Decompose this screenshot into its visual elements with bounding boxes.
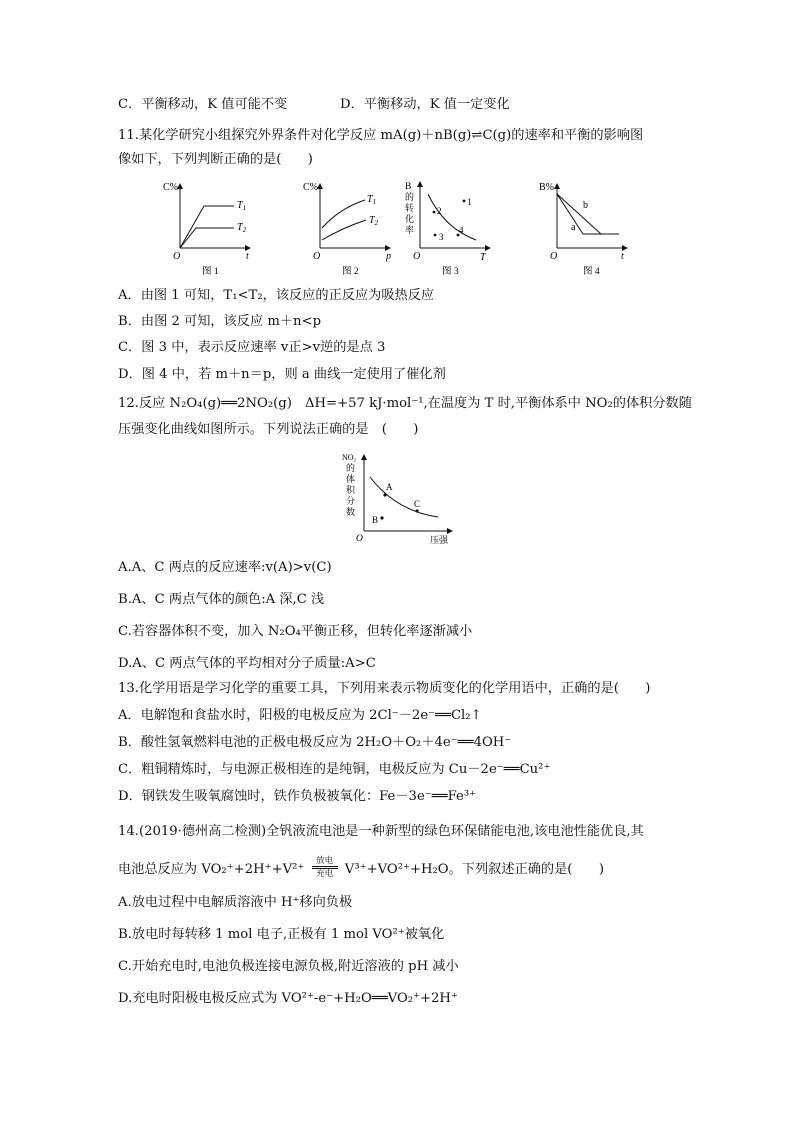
series-t1-label: $T_1$ — [237, 200, 247, 212]
origin-label: O — [313, 251, 321, 262]
q11-option-a: A．由图 1 可知，T₁<T₂，该反应的正反应为吸热反应 — [118, 288, 435, 303]
q12-figure — [340, 451, 460, 553]
q11-figure-1 — [160, 178, 260, 284]
point-3-label: 3 — [439, 232, 444, 242]
q14-option-d: D.充电时阳极电极反应式为 VO²⁺-e⁻+H₂O══VO₂⁺+2H⁺ — [118, 991, 458, 1006]
point-1-label: 1 — [467, 197, 472, 207]
q11-figure-3 — [398, 178, 498, 284]
figure-caption: 图 4 — [583, 267, 600, 277]
q14-option-c: C.开始充电时,电池负极连接电源负极,附近溶液的 pH 减小 — [118, 959, 459, 974]
y-label: 化 — [405, 214, 415, 224]
q12-option-b: B.A、C 两点气体的颜色:A 深,C 浅 — [118, 592, 325, 607]
q12-option-c: C.若容器体积不变，加入 N₂O₄平衡正移，但转化率逐渐减小 — [118, 624, 473, 639]
q14-reactants: 电池总反应为 VO₂⁺+2H⁺+V²⁺ — [118, 862, 305, 877]
x-label: t — [246, 251, 249, 262]
x-label: t — [621, 251, 624, 262]
curve-b-label: b — [583, 200, 588, 211]
x-label: 压强 — [430, 535, 449, 545]
y-label: 的 — [405, 192, 415, 202]
y-label: 率 — [405, 225, 415, 235]
point-b — [380, 516, 383, 519]
q12-stem-line1: 12.反应 N₂O₄(g)══2NO₂(g) ΔH=+57 kJ·mol⁻¹,在温度为 T 时,平衡体系中 NO₂的体积分数随 — [118, 396, 692, 411]
curve-t1 — [180, 206, 234, 248]
curve-t2 — [180, 228, 234, 248]
q14-stem-line2 — [118, 858, 604, 881]
q11-stem-line2: 像如下，下列判断正确的是( ) — [118, 152, 313, 167]
arrow-top-label: 放电 — [316, 856, 334, 866]
figure-caption: 图 2 — [342, 267, 359, 277]
equilibrium-curve — [370, 477, 438, 517]
y-label: 分 — [346, 496, 356, 506]
q13-option-b: B．酸性氢氧燃料电池的正极电极反应为 2H₂O＋O₂＋4e⁻══4OH⁻ — [118, 735, 512, 750]
y-label: 转 — [405, 203, 415, 213]
q13-stem: 13.化学用语是学习化学的重要工具，下列用来表示物质变化的化学用语中，正确的是( ) — [118, 681, 651, 696]
point-c-label: C — [414, 499, 421, 509]
y-label: 体 — [346, 474, 356, 484]
figure-caption: 图 3 — [442, 267, 459, 277]
point-1 — [463, 200, 466, 203]
y-label: NO₂ — [342, 453, 357, 462]
curve-a-label: a — [571, 222, 576, 233]
q14-option-a: A.放电过程中电解质溶液中 H⁺移向负极 — [118, 895, 353, 910]
series-t2-label: $T_2$ — [237, 222, 247, 234]
point-b-label: B — [372, 515, 379, 525]
q13-option-a: A．电解饱和食盐水时，阳极的电极反应为 2Cl⁻－2e⁻══Cl₂↑ — [118, 708, 482, 723]
q10-option-c: C．平衡移动，K 值可能不变 — [118, 97, 288, 112]
point-2 — [433, 211, 436, 214]
point-3 — [434, 234, 437, 237]
origin-label: O — [356, 534, 363, 544]
q14-products: V³⁺+VO²⁺+H₂O。下列叙述正确的是( ) — [344, 862, 604, 877]
q14-stem-line1: 14.(2019·德州高二检测)全钒液流电池是一种新型的绿色环保储能电池,该电池性能优良,其 — [118, 824, 644, 839]
curve-t2 — [322, 220, 366, 240]
point-a-label: A — [386, 482, 393, 492]
y-label: B — [405, 182, 412, 192]
q11-option-b: B．由图 2 可知，该反应 m＋n<p — [118, 314, 322, 329]
q11-option-c: C．图 3 中，表示反应速率 v正>v逆的是点 3 — [118, 340, 386, 355]
q12-option-d: D.A、C 两点气体的平均相对分子质量:A>C — [118, 656, 376, 671]
curve-a — [557, 194, 619, 234]
reversible-arrow — [312, 856, 338, 879]
series-t2-label: $T_2$ — [369, 215, 379, 227]
origin-label: O — [413, 251, 421, 262]
q13-option-c: C．粗铜精炼时，与电源正极相连的是纯铜，电极反应为 Cu－2e⁻══Cu²⁺ — [118, 762, 551, 777]
point-4-label: 4 — [459, 225, 464, 235]
q12-option-a: A.A、C 两点的反应速率:v(A)>v(C) — [118, 560, 332, 575]
x-label: T — [480, 252, 486, 263]
origin-label: O — [173, 251, 181, 262]
q11-figure-4 — [537, 178, 637, 284]
point-2-label: 2 — [437, 206, 442, 216]
point-a — [383, 493, 386, 496]
q11-stem-line1: 11.某化学研究小组探究外界条件对化学反应 mA(g)＋nB(g)⇌C(g)的速率和平衡的影响图 — [118, 128, 644, 143]
q11-figure-2 — [300, 178, 400, 284]
y-label: 积 — [346, 485, 356, 495]
x-label: p — [386, 251, 391, 262]
figure-caption: 图 1 — [202, 267, 219, 277]
q11-option-d: D．图 4 中，若 m＋n＝p，则 a 曲线一定使用了催化剂 — [118, 367, 446, 382]
y-label: 数 — [346, 507, 356, 517]
y-label: C% — [303, 182, 318, 193]
q14-option-b: B.放电时每转移 1 mol 电子,正极有 1 mol VO²⁺被氧化 — [118, 927, 445, 942]
origin-label: O — [550, 251, 558, 262]
q12-stem-line2: 压强变化曲线如图所示。下列说法正确的是 ( ) — [118, 422, 419, 437]
curve-t1 — [322, 200, 365, 228]
q13-option-d: D．钢铁发生吸氧腐蚀时，铁作负极被氧化：Fe－3e⁻══Fe³⁺ — [118, 789, 477, 804]
y-label: C% — [163, 182, 178, 193]
point-c — [415, 509, 418, 512]
y-label: B% — [539, 182, 554, 193]
q10-option-d: D．平衡移动，K 值一定变化 — [340, 97, 510, 112]
series-t1-label: $T_1$ — [367, 194, 377, 206]
arrow-bottom-label: 充电 — [316, 869, 334, 879]
y-label: 的 — [346, 463, 356, 473]
